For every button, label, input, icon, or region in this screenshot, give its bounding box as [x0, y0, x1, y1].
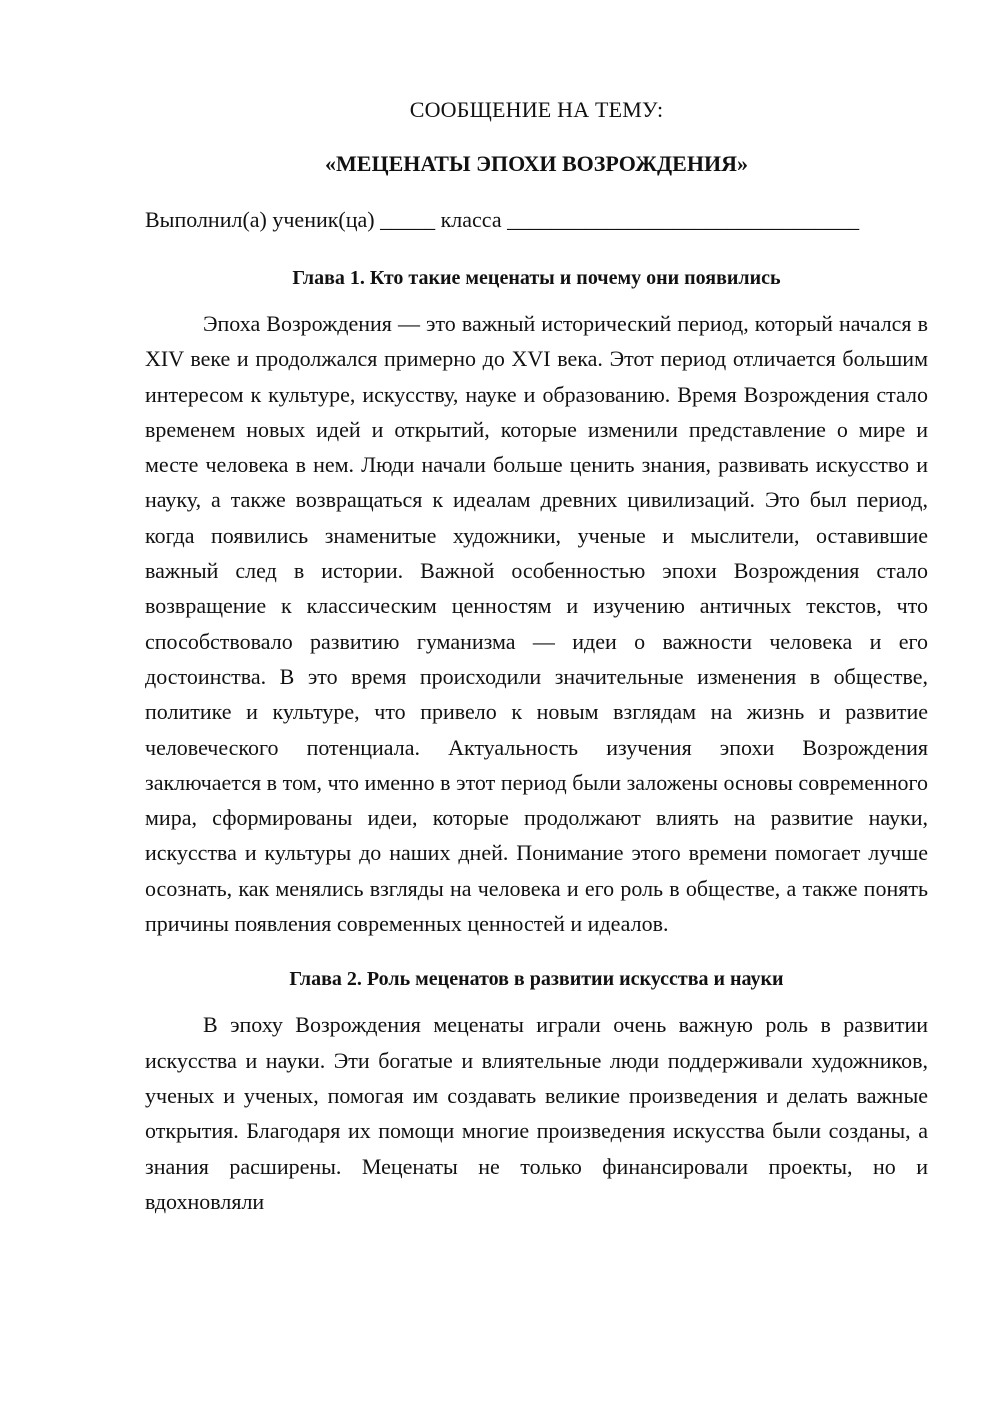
chapter-1 — [145, 260, 928, 941]
author-class-line: Выполнил(а) ученик(ца) _____ класса ________________________________ — [145, 207, 860, 232]
chapter-2-paragraph: В эпоху Возрождения меценаты играли очень важную роль в развитии искусства и науки. Эти богатые и влиятельные люди поддерживали художников, ученых и ученых, помогая им создавать великие произведения и делать важные открытия. Благодаря их помощи многие произведения искусства были созданы, а знания расширены. Меценаты не только финансировали проекты, но и вдохновляли — [145, 1012, 928, 1214]
chapter-1-paragraph: Эпоха Возрождения — это важный исторический период, который начался в XIV веке и продолжался примерно до XVI века. Этот период отличается большим интересом к культуре, искусству, науке и образованию. Время Возрождения стало временем новых идей и открытий, которые изменили представление о мире и месте человека в нем. Люди начали больше ценить знания, развивать искусство и науку, а также возвращаться к идеалам древних цивилизаций. Это был период, когда появились знаменитые художники, ученые и мыслители, оставившие важный след в истории. Важной особенностью эпохи Возрождения стало возвращение к классическим ценностям и изучению античных текстов, что способствовало развитию гуманизма — идеи о важности человека и его достоинства. В это время происходили значительные изменения в обществе, политике и культуре, что привело к новым взглядам на жизнь и развитие человеческого потенциала. Актуальность изучения эпохи Возрождения заключается в том, что именно в этот период были заложены основы современного мира, сформированы идеи, которые продолжают влиять на развитие науки, искусства и культуры до наших дней. Понимание этого времени помогает лучше осознать, как менялись взгляды на человека и его роль в обществе, а также понять причины появления современных ценностей и идеалов. — [145, 311, 928, 937]
report-type-heading: СООБЩЕНИЕ НА ТЕМУ: — [409, 97, 664, 122]
chapter-2 — [145, 961, 928, 1219]
report-title: «МЕЦЕНАТЫ ЭПОХИ ВОЗРОЖДЕНИЯ» — [325, 151, 748, 176]
document-content — [145, 92, 928, 1219]
chapter-2-heading: Глава 2. Роль меценатов в развитии искусства и науки — [289, 968, 784, 991]
chapter-1-heading: Глава 1. Кто такие меценаты и почему они появились — [292, 267, 781, 289]
